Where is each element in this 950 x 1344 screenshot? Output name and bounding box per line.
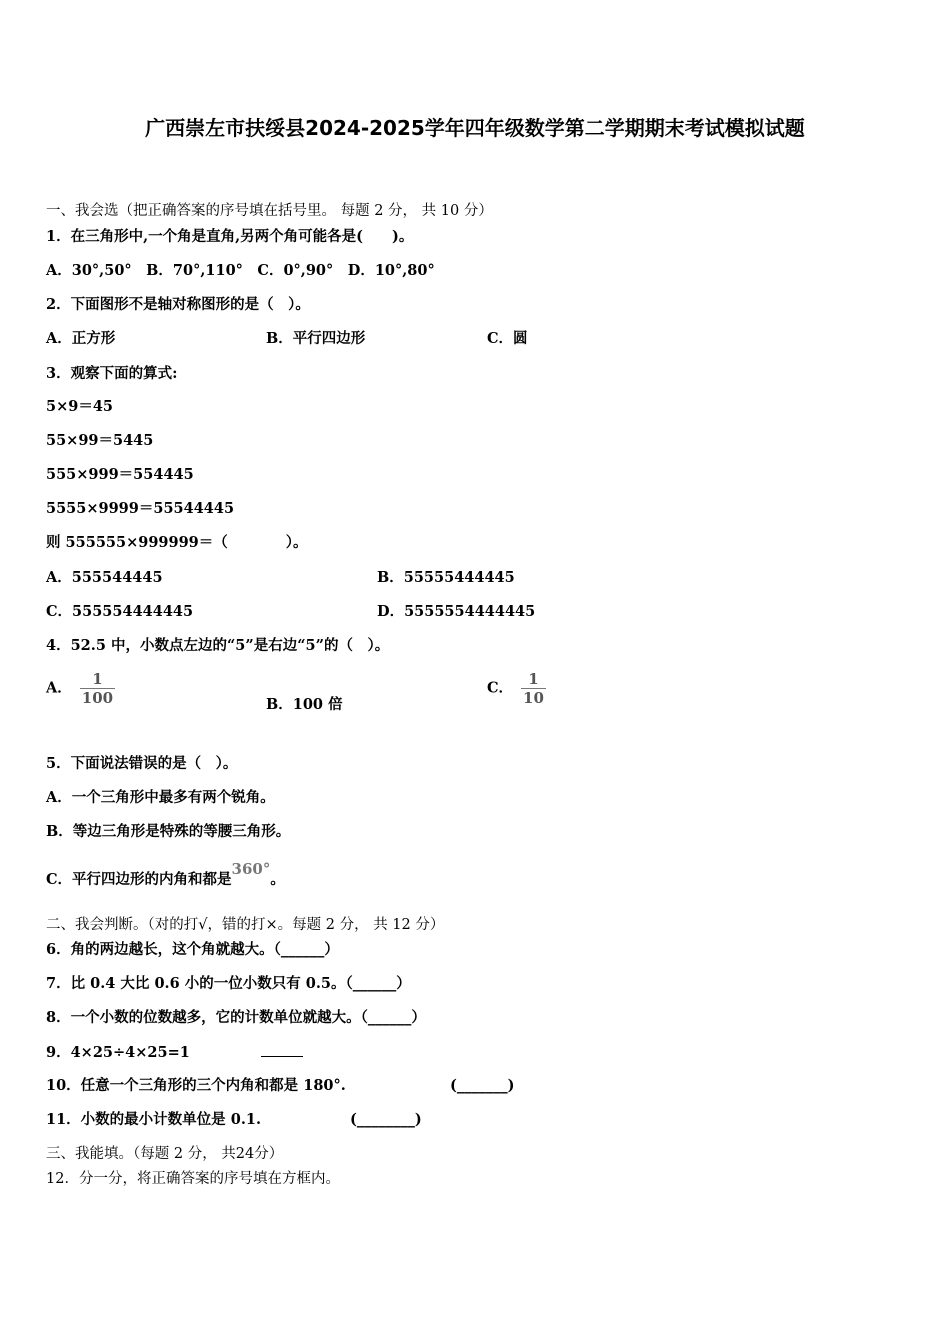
option-a-label: A． (46, 679, 72, 697)
question-2: 2．下面图形不是轴对称图形的是（ ）。 (46, 296, 310, 313)
section-1-heading: 一、我会选（把正确答案的序号填在括号里。 每题 2 分， 共 10 分） (46, 203, 493, 219)
question-10-answer-blank[interactable]: (_______) (450, 1077, 515, 1094)
question-11: 11．小数的最小计数单位是 0.1. (46, 1111, 261, 1128)
fraction-denominator: 10 (523, 689, 544, 707)
question-7: 7．比 0.4 大比 0.6 小的一位小数只有 0.5。（______） (46, 975, 411, 992)
question-9 (46, 1042, 303, 1063)
fraction-one-hundredth (80, 670, 115, 707)
fraction-one-tenth (521, 670, 546, 707)
question-3-option-c: C．555554444445 (46, 603, 194, 620)
question-5-option-c (46, 860, 285, 890)
question-6: 6．角的两边越长，这个角就越大。（______） (46, 941, 339, 958)
fraction-numerator: 1 (528, 670, 539, 688)
question-3-equation-1: 5×9＝45 (46, 398, 114, 415)
question-5: 5．下面说法错误的是（ ）。 (46, 755, 238, 772)
question-3-ask: 则 555555×999999＝（ ）。 (46, 534, 308, 551)
question-3-option-d: D．5555554444445 (377, 603, 536, 620)
option-c-label: C． (487, 679, 514, 697)
question-8: 8．一个小数的位数越多，它的计数单位就越大。（______） (46, 1009, 426, 1026)
question-4-option-b: B．100 倍 (266, 696, 343, 713)
question-3-equation-3: 555×999＝554445 (46, 466, 194, 483)
question-9-text: 9．4×25÷4×25=1 (46, 1044, 190, 1061)
option-c-text: C．平行四边形的内角和都是 (46, 871, 232, 888)
section-3-heading: 三、我能填。（每题 2 分， 共24分） (46, 1146, 284, 1162)
page-title: 广西崇左市扶绥县2024-2025学年四年级数学第二学期期末考试模拟试题 (145, 116, 805, 140)
question-3-equation-4: 5555×9999＝55544445 (46, 500, 235, 517)
question-12: 12．分一分，将正确答案的序号填在方框内。 (46, 1171, 340, 1187)
answer-blank[interactable] (261, 1042, 303, 1057)
question-11-answer-blank[interactable]: (________) (350, 1111, 422, 1128)
question-4-option-c (487, 670, 546, 707)
fraction-numerator: 1 (92, 670, 103, 688)
section-2-heading: 二、我会判断。（对的打√，错的打×。每题 2 分， 共 12 分） (46, 917, 445, 933)
question-2-option-a: A．正方形 (46, 330, 116, 347)
angle-360-degrees: 360° (231, 860, 271, 878)
question-3-option-a: A．555544445 (46, 569, 163, 586)
question-2-option-c: C．圆 (487, 330, 528, 347)
question-5-option-a: A．一个三角形中最多有两个锐角。 (46, 789, 275, 806)
question-1-options: A．30°,50° B．70°,110° C．0°,90° D．10°,80° (46, 262, 435, 279)
question-3-equation-2: 55×99＝5445 (46, 432, 154, 449)
question-3-option-b: B．55555444445 (377, 569, 515, 586)
question-10: 10．任意一个三角形的三个内角和都是 180°. (46, 1077, 346, 1094)
question-5-option-b: B．等边三角形是特殊的等腰三角形。 (46, 823, 291, 840)
option-c-period: 。 (270, 871, 285, 888)
question-1: 1．在三角形中,一个角是直角,另两个角可能各是( )。 (46, 228, 414, 245)
question-3: 3．观察下面的算式: (46, 365, 178, 382)
question-4: 4．52.5 中，小数点左边的“5”是右边“5”的（ ）。 (46, 637, 390, 654)
fraction-denominator: 100 (81, 689, 114, 707)
question-4-option-a (46, 670, 115, 707)
question-2-option-b: B．平行四边形 (266, 330, 366, 347)
